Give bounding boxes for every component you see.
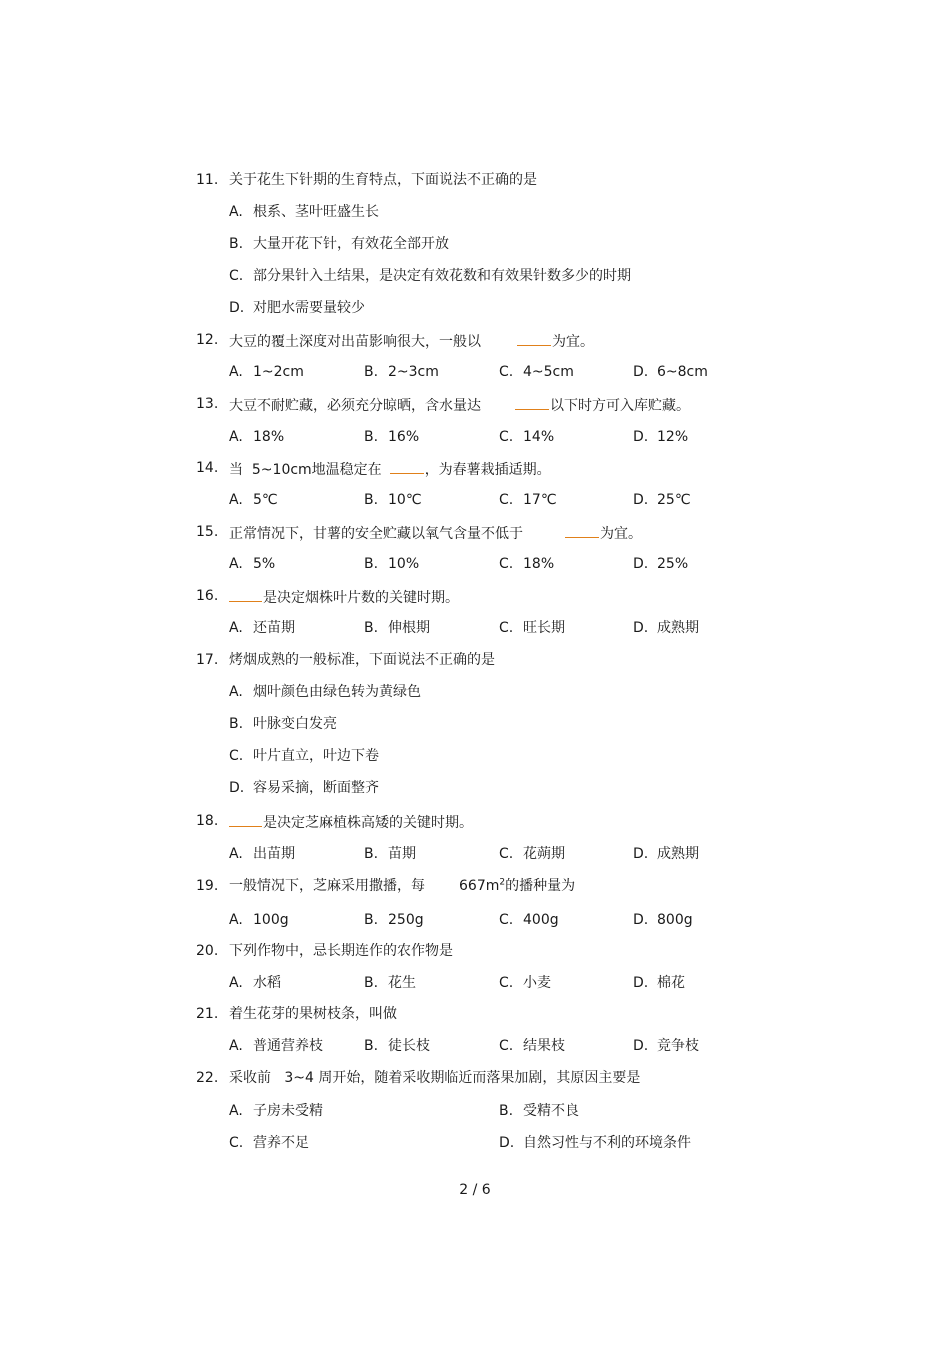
- option-row: [0, 682, 950, 702]
- option-d: D. 棉花: [633, 975, 685, 991]
- question-16: [0, 586, 950, 606]
- option-a: A. 子房未受精: [229, 1103, 323, 1119]
- question-text: 是决定烟株叶片数的关键时期。: [229, 586, 459, 608]
- question-number: 22.: [196, 1070, 219, 1086]
- question-text: 关于花生下针期的生育特点，下面说法不正确的是: [229, 172, 537, 188]
- option-c: C. 结果枝: [499, 1038, 565, 1054]
- question-12: [0, 330, 950, 350]
- option-row: [0, 910, 950, 930]
- option-row: [0, 202, 950, 222]
- option-c: C. 小麦: [499, 975, 551, 991]
- question-text: 当 5~10cm地温稳定在 ，为春薯栽插适期。: [229, 458, 551, 480]
- question-11: [0, 170, 950, 190]
- question-number: 19.: [196, 878, 219, 894]
- option-a: A. 水稻: [229, 975, 281, 991]
- question-18: [0, 811, 950, 831]
- option-d: D. 成熟期: [633, 846, 699, 862]
- option-row: [0, 1036, 950, 1056]
- option-b: B. 16%: [364, 429, 420, 445]
- question-19: [0, 876, 950, 896]
- option-row: [0, 298, 950, 318]
- option-row: [0, 362, 950, 382]
- option-a: A. 烟叶颜色由绿色转为黄绿色: [229, 684, 421, 700]
- question-text: 烤烟成熟的一般标准，下面说法不正确的是: [229, 652, 495, 668]
- question-number: 14.: [196, 460, 219, 476]
- question-13: [0, 394, 950, 414]
- option-a: A. 1~2cm: [229, 364, 304, 380]
- option-d: D. 竞争枝: [633, 1038, 699, 1054]
- question-number: 15.: [196, 524, 219, 540]
- question-text: 是决定芝麻植株高矮的关键时期。: [229, 811, 473, 833]
- option-d: D. 对肥水需要量较少: [229, 300, 365, 316]
- option-b: B. 250g: [364, 912, 424, 928]
- option-d: D. 25℃: [633, 492, 691, 508]
- option-a: A. 18%: [229, 429, 285, 445]
- option-b: B. 苗期: [364, 846, 416, 862]
- answer-blank: [390, 458, 424, 474]
- answer-blank: [515, 394, 549, 410]
- question-14: [0, 458, 950, 478]
- option-row: [0, 973, 950, 993]
- option-d: D. 12%: [633, 429, 689, 445]
- option-row: [0, 844, 950, 864]
- question-number: 11.: [196, 172, 219, 188]
- answer-blank: [229, 586, 262, 602]
- answer-blank: [517, 330, 551, 346]
- option-row: [0, 427, 950, 447]
- option-row: [0, 1101, 950, 1121]
- option-c: C. 14%: [499, 429, 555, 445]
- question-21: [0, 1004, 950, 1024]
- option-row: [0, 746, 950, 766]
- question-17: [0, 650, 950, 670]
- option-row: [0, 714, 950, 734]
- option-b: B. 10℃: [364, 492, 422, 508]
- option-row: [0, 234, 950, 254]
- option-a: A. 出苗期: [229, 846, 295, 862]
- question-text: 一般情况下，芝麻采用撒播，每 $667m^2$的播种量为: [229, 877, 576, 894]
- option-a: A. 5%: [229, 556, 276, 572]
- option-b: B. 叶脉变白发亮: [229, 716, 337, 732]
- question-number: 16.: [196, 588, 219, 604]
- option-b: B. 2~3cm: [364, 364, 439, 380]
- question-text: 大豆不耐贮藏，必须充分晾晒，含水量达 以下时方可入库贮藏。: [229, 394, 690, 416]
- answer-blank: [565, 522, 599, 538]
- question-text: 大豆的覆土深度对出苗影响很大，一般以 为宜。: [229, 330, 594, 352]
- option-c: C. 花蒴期: [499, 846, 565, 862]
- option-row: [0, 1133, 950, 1153]
- question-number: 13.: [196, 396, 219, 412]
- option-b: B. 徒长枝: [364, 1038, 430, 1054]
- option-d: D. 成熟期: [633, 620, 699, 636]
- option-c: C. 400g: [499, 912, 559, 928]
- option-row: [0, 266, 950, 286]
- option-a: A. 还苗期: [229, 620, 295, 636]
- question-text: 正常情况下，甘薯的安全贮藏以氧气含量不低于 为宜。: [229, 522, 642, 544]
- question-number: 12.: [196, 332, 219, 348]
- option-a: A. 5℃: [229, 492, 278, 508]
- question-text: 采收前 3~4 周开始，随着采收期临近而落果加剧，其原因主要是: [229, 1070, 641, 1086]
- option-d: D. 容易采摘，断面整齐: [229, 780, 379, 796]
- option-row: [0, 618, 950, 638]
- option-c: C. 旺长期: [499, 620, 565, 636]
- question-text: 下列作物中，忌长期连作的农作物是: [229, 943, 453, 959]
- option-a: A. 普通营养枝: [229, 1038, 323, 1054]
- option-d: D. 自然习性与不利的环境条件: [499, 1135, 691, 1151]
- option-a: A. 100g: [229, 912, 289, 928]
- question-15: [0, 522, 950, 542]
- question-number: 17.: [196, 652, 219, 668]
- option-b: B. 10%: [364, 556, 420, 572]
- page-number: 2 / 6: [459, 1182, 491, 1198]
- option-c: C. 18%: [499, 556, 555, 572]
- option-c: C. 4~5cm: [499, 364, 574, 380]
- option-c: C. 叶片直立，叶边下卷: [229, 748, 379, 764]
- option-b: B. 伸根期: [364, 620, 430, 636]
- option-c: C. 营养不足: [229, 1135, 309, 1151]
- question-number: 18.: [196, 813, 219, 829]
- question-text: 着生花芽的果树枝条，叫做: [229, 1006, 397, 1022]
- option-c: C. 17℃: [499, 492, 557, 508]
- question-number: 21.: [196, 1006, 219, 1022]
- option-row: [0, 554, 950, 574]
- option-b: B. 花生: [364, 975, 416, 991]
- option-row: [0, 490, 950, 510]
- option-c: C. 部分果针入土结果，是决定有效花数和有效果针数多少的时期: [229, 268, 631, 284]
- question-number: 20.: [196, 943, 219, 959]
- question-22: [0, 1068, 950, 1088]
- option-d: D. 6~8cm: [633, 364, 708, 380]
- option-d: D. 800g: [633, 912, 693, 928]
- answer-blank: [229, 811, 262, 827]
- option-d: D. 25%: [633, 556, 689, 572]
- option-a: A. 根系、茎叶旺盛生长: [229, 204, 379, 220]
- option-b: B. 大量开花下针，有效花全部开放: [229, 236, 449, 252]
- option-row: [0, 778, 950, 798]
- option-b: B. 受精不良: [499, 1103, 579, 1119]
- question-20: [0, 941, 950, 961]
